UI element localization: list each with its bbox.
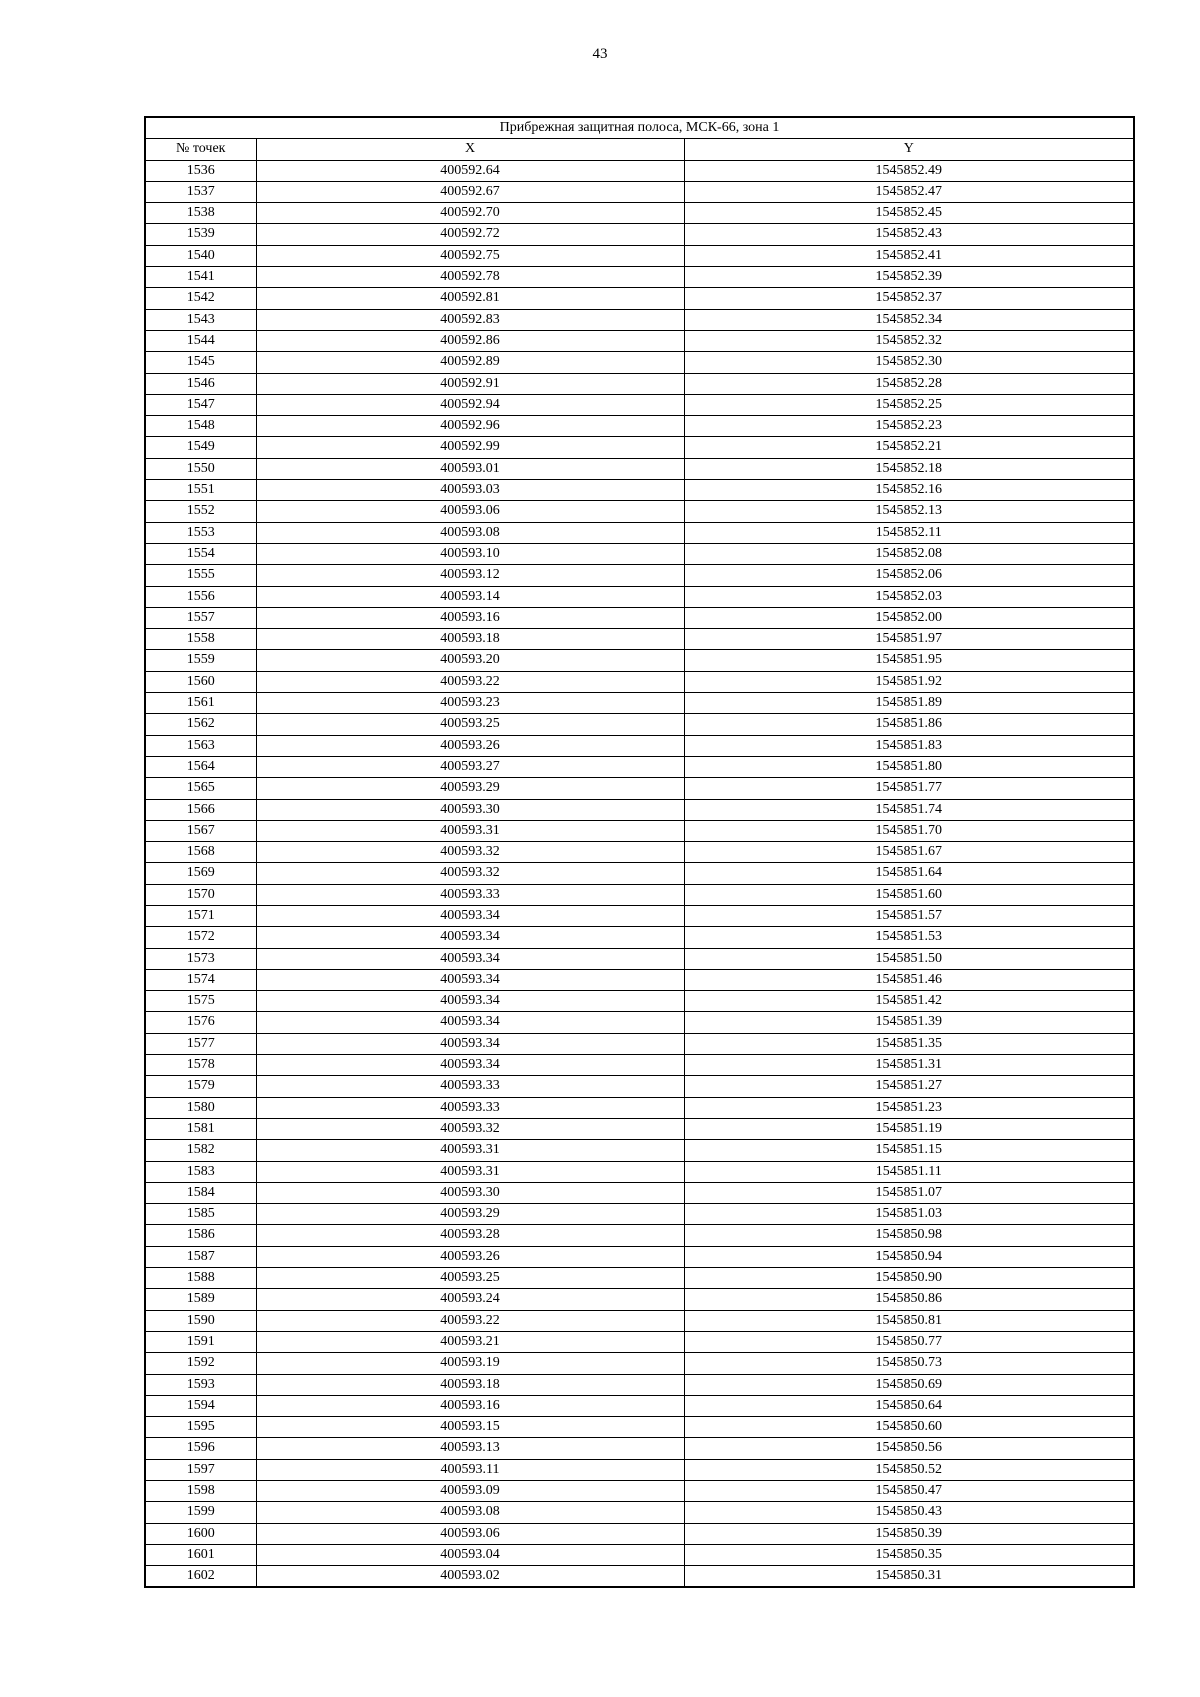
table-row [145, 756, 1134, 777]
cell-x: 400593.25 [256, 1268, 684, 1289]
cell-x: 400593.06 [256, 1523, 684, 1544]
cell-y: 1545850.31 [684, 1566, 1134, 1588]
cell-point-number: 1541 [145, 267, 256, 288]
cell-x: 400593.34 [256, 1012, 684, 1033]
cell-x: 400593.26 [256, 1246, 684, 1267]
cell-point-number: 1601 [145, 1544, 256, 1565]
cell-point-number: 1546 [145, 373, 256, 394]
cell-x: 400593.27 [256, 756, 684, 777]
cell-point-number: 1589 [145, 1289, 256, 1310]
table-row [145, 1204, 1134, 1225]
cell-y: 1545850.43 [684, 1502, 1134, 1523]
cell-point-number: 1567 [145, 820, 256, 841]
cell-x: 400593.19 [256, 1353, 684, 1374]
cell-x: 400593.16 [256, 607, 684, 628]
cell-point-number: 1590 [145, 1310, 256, 1331]
table-row [145, 799, 1134, 820]
cell-y: 1545851.35 [684, 1033, 1134, 1054]
cell-y: 1545852.45 [684, 203, 1134, 224]
cell-point-number: 1570 [145, 884, 256, 905]
table-header-row [145, 139, 1134, 160]
cell-point-number: 1547 [145, 394, 256, 415]
cell-point-number: 1561 [145, 693, 256, 714]
cell-y: 1545850.47 [684, 1481, 1134, 1502]
cell-y: 1545850.86 [684, 1289, 1134, 1310]
table-row [145, 1417, 1134, 1438]
column-header-y: Y [684, 139, 1134, 160]
page-number: 43 [592, 46, 608, 62]
cell-x: 400593.18 [256, 1374, 684, 1395]
cell-x: 400592.67 [256, 181, 684, 202]
cell-y: 1545851.64 [684, 863, 1134, 884]
cell-y: 1545852.41 [684, 245, 1134, 266]
cell-y: 1545851.95 [684, 650, 1134, 671]
table-row [145, 1161, 1134, 1182]
cell-y: 1545850.56 [684, 1438, 1134, 1459]
table-row [145, 671, 1134, 692]
cell-y: 1545852.37 [684, 288, 1134, 309]
cell-point-number: 1575 [145, 991, 256, 1012]
cell-x: 400592.81 [256, 288, 684, 309]
table-row [145, 181, 1134, 202]
cell-point-number: 1587 [145, 1246, 256, 1267]
cell-point-number: 1585 [145, 1204, 256, 1225]
cell-y: 1545851.53 [684, 927, 1134, 948]
cell-y: 1545852.18 [684, 458, 1134, 479]
cell-y: 1545852.25 [684, 394, 1134, 415]
cell-x: 400593.34 [256, 927, 684, 948]
cell-y: 1545852.13 [684, 501, 1134, 522]
cell-point-number: 1562 [145, 714, 256, 735]
cell-y: 1545851.89 [684, 693, 1134, 714]
cell-point-number: 1596 [145, 1438, 256, 1459]
cell-point-number: 1557 [145, 607, 256, 628]
cell-y: 1545852.39 [684, 267, 1134, 288]
cell-y: 1545852.11 [684, 522, 1134, 543]
cell-y: 1545851.80 [684, 756, 1134, 777]
table-row [145, 1118, 1134, 1139]
cell-x: 400593.31 [256, 1140, 684, 1161]
table-row [145, 948, 1134, 969]
table-row [145, 714, 1134, 735]
cell-point-number: 1576 [145, 1012, 256, 1033]
table-row [145, 884, 1134, 905]
table-row [145, 905, 1134, 926]
cell-y: 1545851.97 [684, 629, 1134, 650]
cell-point-number: 1552 [145, 501, 256, 522]
cell-y: 1545852.00 [684, 607, 1134, 628]
table-row [145, 693, 1134, 714]
table-row [145, 416, 1134, 437]
cell-point-number: 1555 [145, 565, 256, 586]
cell-point-number: 1538 [145, 203, 256, 224]
table-row [145, 1268, 1134, 1289]
cell-x: 400593.32 [256, 863, 684, 884]
cell-point-number: 1558 [145, 629, 256, 650]
table-row [145, 863, 1134, 884]
cell-x: 400593.34 [256, 905, 684, 926]
cell-x: 400593.34 [256, 948, 684, 969]
cell-point-number: 1586 [145, 1225, 256, 1246]
cell-y: 1545851.46 [684, 969, 1134, 990]
cell-x: 400593.29 [256, 778, 684, 799]
cell-point-number: 1543 [145, 309, 256, 330]
cell-x: 400592.75 [256, 245, 684, 266]
table-row [145, 522, 1134, 543]
table-row [145, 1502, 1134, 1523]
cell-point-number: 1550 [145, 458, 256, 479]
cell-x: 400593.29 [256, 1204, 684, 1225]
table-row [145, 288, 1134, 309]
table-row [145, 1353, 1134, 1374]
cell-x: 400593.31 [256, 1161, 684, 1182]
cell-x: 400593.34 [256, 1033, 684, 1054]
cell-y: 1545851.07 [684, 1182, 1134, 1203]
cell-x: 400593.04 [256, 1544, 684, 1565]
table-row [145, 969, 1134, 990]
cell-y: 1545851.23 [684, 1097, 1134, 1118]
cell-point-number: 1600 [145, 1523, 256, 1544]
cell-point-number: 1544 [145, 330, 256, 351]
cell-point-number: 1537 [145, 181, 256, 202]
table-row [145, 1246, 1134, 1267]
cell-point-number: 1554 [145, 543, 256, 564]
cell-x: 400593.01 [256, 458, 684, 479]
cell-x: 400593.28 [256, 1225, 684, 1246]
cell-point-number: 1539 [145, 224, 256, 245]
cell-x: 400592.70 [256, 203, 684, 224]
table-row [145, 1481, 1134, 1502]
cell-x: 400593.30 [256, 1182, 684, 1203]
table-row [145, 224, 1134, 245]
cell-x: 400593.33 [256, 1097, 684, 1118]
table-title: Прибрежная защитная полоса, МСК-66, зона 1 [145, 117, 1134, 139]
cell-x: 400593.06 [256, 501, 684, 522]
cell-point-number: 1568 [145, 842, 256, 863]
cell-y: 1545850.98 [684, 1225, 1134, 1246]
cell-y: 1545851.31 [684, 1055, 1134, 1076]
cell-y: 1545851.92 [684, 671, 1134, 692]
cell-point-number: 1580 [145, 1097, 256, 1118]
cell-point-number: 1573 [145, 948, 256, 969]
cell-x: 400593.16 [256, 1395, 684, 1416]
cell-x: 400593.23 [256, 693, 684, 714]
table-row [145, 309, 1134, 330]
cell-point-number: 1593 [145, 1374, 256, 1395]
table-row [145, 1438, 1134, 1459]
cell-y: 1545852.49 [684, 160, 1134, 181]
cell-y: 1545851.70 [684, 820, 1134, 841]
cell-point-number: 1549 [145, 437, 256, 458]
table-row [145, 1225, 1134, 1246]
cell-y: 1545852.43 [684, 224, 1134, 245]
table-row [145, 352, 1134, 373]
table-row [145, 203, 1134, 224]
table-row [145, 160, 1134, 181]
cell-point-number: 1563 [145, 735, 256, 756]
cell-y: 1545851.03 [684, 1204, 1134, 1225]
cell-x: 400593.33 [256, 1076, 684, 1097]
cell-y: 1545852.08 [684, 543, 1134, 564]
cell-y: 1545852.06 [684, 565, 1134, 586]
cell-x: 400593.12 [256, 565, 684, 586]
cell-y: 1545852.34 [684, 309, 1134, 330]
cell-x: 400592.94 [256, 394, 684, 415]
cell-point-number: 1548 [145, 416, 256, 437]
cell-x: 400593.20 [256, 650, 684, 671]
cell-point-number: 1551 [145, 480, 256, 501]
cell-y: 1545852.28 [684, 373, 1134, 394]
cell-y: 1545851.15 [684, 1140, 1134, 1161]
table-row [145, 1310, 1134, 1331]
table-row [145, 1395, 1134, 1416]
cell-y: 1545851.67 [684, 842, 1134, 863]
cell-y: 1545850.81 [684, 1310, 1134, 1331]
table-row [145, 480, 1134, 501]
cell-x: 400593.34 [256, 1055, 684, 1076]
cell-y: 1545850.39 [684, 1523, 1134, 1544]
column-header-point-number: № точек [145, 139, 256, 160]
cell-point-number: 1584 [145, 1182, 256, 1203]
table-row [145, 820, 1134, 841]
cell-y: 1545850.94 [684, 1246, 1134, 1267]
cell-point-number: 1594 [145, 1395, 256, 1416]
cell-x: 400593.02 [256, 1566, 684, 1588]
table-row [145, 267, 1134, 288]
cell-x: 400593.34 [256, 969, 684, 990]
cell-point-number: 1536 [145, 160, 256, 181]
table-row [145, 1076, 1134, 1097]
cell-x: 400592.86 [256, 330, 684, 351]
table-row [145, 1033, 1134, 1054]
cell-point-number: 1583 [145, 1161, 256, 1182]
table-row [145, 373, 1134, 394]
cell-y: 1545851.83 [684, 735, 1134, 756]
table-row [145, 1055, 1134, 1076]
cell-x: 400593.11 [256, 1459, 684, 1480]
table-row [145, 927, 1134, 948]
table-row [145, 1459, 1134, 1480]
table-row [145, 607, 1134, 628]
table-row [145, 565, 1134, 586]
cell-point-number: 1602 [145, 1566, 256, 1588]
table-row [145, 1012, 1134, 1033]
cell-point-number: 1560 [145, 671, 256, 692]
cell-point-number: 1599 [145, 1502, 256, 1523]
table-row [145, 842, 1134, 863]
cell-x: 400592.78 [256, 267, 684, 288]
cell-y: 1545852.21 [684, 437, 1134, 458]
cell-x: 400592.89 [256, 352, 684, 373]
cell-y: 1545851.57 [684, 905, 1134, 926]
cell-y: 1545852.30 [684, 352, 1134, 373]
cell-x: 400593.18 [256, 629, 684, 650]
table-row [145, 394, 1134, 415]
cell-point-number: 1588 [145, 1268, 256, 1289]
table-body [145, 160, 1134, 1587]
cell-point-number: 1577 [145, 1033, 256, 1054]
cell-y: 1545850.77 [684, 1331, 1134, 1352]
cell-y: 1545850.35 [684, 1544, 1134, 1565]
cell-x: 400593.32 [256, 1118, 684, 1139]
cell-point-number: 1581 [145, 1118, 256, 1139]
cell-point-number: 1574 [145, 969, 256, 990]
cell-y: 1545851.27 [684, 1076, 1134, 1097]
cell-point-number: 1540 [145, 245, 256, 266]
cell-y: 1545850.60 [684, 1417, 1134, 1438]
cell-y: 1545852.32 [684, 330, 1134, 351]
table-row [145, 245, 1134, 266]
table-row [145, 1289, 1134, 1310]
cell-y: 1545850.90 [684, 1268, 1134, 1289]
cell-point-number: 1597 [145, 1459, 256, 1480]
cell-point-number: 1579 [145, 1076, 256, 1097]
table-row [145, 1140, 1134, 1161]
cell-point-number: 1592 [145, 1353, 256, 1374]
cell-x: 400593.33 [256, 884, 684, 905]
cell-y: 1545852.47 [684, 181, 1134, 202]
cell-point-number: 1571 [145, 905, 256, 926]
cell-x: 400593.22 [256, 671, 684, 692]
cell-x: 400593.15 [256, 1417, 684, 1438]
table-row [145, 1331, 1134, 1352]
cell-x: 400593.24 [256, 1289, 684, 1310]
cell-x: 400592.64 [256, 160, 684, 181]
coordinates-table [144, 116, 1135, 1588]
table-row [145, 991, 1134, 1012]
cell-y: 1545852.03 [684, 586, 1134, 607]
cell-x: 400592.91 [256, 373, 684, 394]
cell-y: 1545851.50 [684, 948, 1134, 969]
cell-x: 400593.31 [256, 820, 684, 841]
cell-x: 400593.13 [256, 1438, 684, 1459]
cell-point-number: 1591 [145, 1331, 256, 1352]
cell-point-number: 1566 [145, 799, 256, 820]
cell-point-number: 1569 [145, 863, 256, 884]
table-row [145, 586, 1134, 607]
cell-y: 1545851.19 [684, 1118, 1134, 1139]
table-row [145, 330, 1134, 351]
cell-point-number: 1572 [145, 927, 256, 948]
cell-point-number: 1553 [145, 522, 256, 543]
cell-point-number: 1545 [145, 352, 256, 373]
cell-y: 1545850.73 [684, 1353, 1134, 1374]
cell-y: 1545851.39 [684, 1012, 1134, 1033]
table-row [145, 437, 1134, 458]
cell-x: 400593.08 [256, 1502, 684, 1523]
cell-y: 1545851.77 [684, 778, 1134, 799]
cell-y: 1545852.23 [684, 416, 1134, 437]
cell-y: 1545851.60 [684, 884, 1134, 905]
cell-point-number: 1598 [145, 1481, 256, 1502]
cell-x: 400593.09 [256, 1481, 684, 1502]
table-row [145, 735, 1134, 756]
table-row [145, 1544, 1134, 1565]
cell-x: 400593.14 [256, 586, 684, 607]
cell-y: 1545850.52 [684, 1459, 1134, 1480]
cell-point-number: 1565 [145, 778, 256, 799]
cell-y: 1545851.74 [684, 799, 1134, 820]
cell-x: 400592.83 [256, 309, 684, 330]
cell-x: 400593.21 [256, 1331, 684, 1352]
cell-point-number: 1578 [145, 1055, 256, 1076]
cell-x: 400593.08 [256, 522, 684, 543]
cell-point-number: 1582 [145, 1140, 256, 1161]
table-row [145, 778, 1134, 799]
cell-point-number: 1559 [145, 650, 256, 671]
cell-x: 400593.26 [256, 735, 684, 756]
cell-point-number: 1595 [145, 1417, 256, 1438]
cell-x: 400592.96 [256, 416, 684, 437]
cell-point-number: 1556 [145, 586, 256, 607]
cell-y: 1545851.11 [684, 1161, 1134, 1182]
table-row [145, 458, 1134, 479]
cell-point-number: 1542 [145, 288, 256, 309]
column-header-x: X [256, 139, 684, 160]
cell-point-number: 1564 [145, 756, 256, 777]
table-row [145, 629, 1134, 650]
table-row [145, 1097, 1134, 1118]
cell-y: 1545850.69 [684, 1374, 1134, 1395]
cell-x: 400593.22 [256, 1310, 684, 1331]
cell-x: 400593.03 [256, 480, 684, 501]
table-row [145, 1523, 1134, 1544]
cell-x: 400593.10 [256, 543, 684, 564]
table-title-row [145, 117, 1134, 139]
cell-x: 400593.25 [256, 714, 684, 735]
table-row [145, 650, 1134, 671]
table-row [145, 1182, 1134, 1203]
table-row [145, 501, 1134, 522]
cell-x: 400593.30 [256, 799, 684, 820]
table-row [145, 1374, 1134, 1395]
table-row [145, 1566, 1134, 1588]
table-row [145, 543, 1134, 564]
cell-x: 400592.72 [256, 224, 684, 245]
cell-x: 400592.99 [256, 437, 684, 458]
cell-x: 400593.34 [256, 991, 684, 1012]
cell-y: 1545850.64 [684, 1395, 1134, 1416]
cell-x: 400593.32 [256, 842, 684, 863]
cell-y: 1545851.42 [684, 991, 1134, 1012]
cell-y: 1545851.86 [684, 714, 1134, 735]
cell-y: 1545852.16 [684, 480, 1134, 501]
